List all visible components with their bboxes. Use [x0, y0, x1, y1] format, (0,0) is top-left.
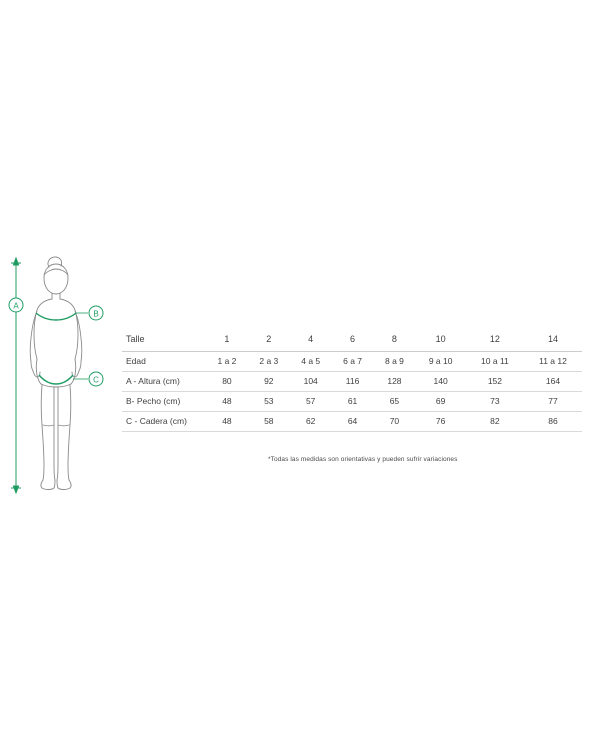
cell-edad-10: 9 a 10	[415, 352, 466, 372]
cell-pecho-4: 57	[290, 392, 332, 412]
size-table	[122, 330, 582, 432]
header-talle: Talle	[122, 330, 206, 352]
header-col-1: 1	[206, 330, 248, 352]
marker-c-circle	[89, 372, 103, 386]
marker-c-label: C	[93, 375, 99, 385]
cell-altura-12: 152	[466, 372, 524, 392]
cell-altura-10: 140	[415, 372, 466, 392]
cell-cadera-8: 70	[374, 412, 416, 432]
cell-cadera-4: 62	[290, 412, 332, 432]
cell-edad-8: 8 a 9	[374, 352, 416, 372]
header-col-6: 6	[332, 330, 374, 352]
cell-pecho-1: 48	[206, 392, 248, 412]
cell-altura-14: 164	[524, 372, 582, 392]
header-col-8: 8	[374, 330, 416, 352]
table-row	[122, 372, 582, 392]
cell-edad-14: 11 a 12	[524, 352, 582, 372]
cell-pecho-2: 53	[248, 392, 290, 412]
row-label-edad: Edad	[122, 352, 206, 372]
cell-cadera-6: 64	[332, 412, 374, 432]
cell-altura-4: 104	[290, 372, 332, 392]
marker-a-label: A	[13, 301, 19, 311]
cell-cadera-12: 82	[466, 412, 524, 432]
header-col-12: 12	[466, 330, 524, 352]
size-table-body	[122, 330, 582, 432]
cell-pecho-12: 73	[466, 392, 524, 412]
cell-pecho-10: 69	[415, 392, 466, 412]
cell-pecho-6: 61	[332, 392, 374, 412]
cell-cadera-2: 58	[248, 412, 290, 432]
table-header-row	[122, 330, 582, 352]
cell-altura-8: 128	[374, 372, 416, 392]
marker-b-circle	[89, 306, 103, 320]
hip-measure-line	[39, 375, 73, 384]
body-figure-diagram	[8, 245, 123, 505]
cell-pecho-14: 77	[524, 392, 582, 412]
cell-altura-6: 116	[332, 372, 374, 392]
figure-svg	[8, 245, 123, 505]
footnote-text: *Todas las medidas son orientativas y pueden sufrir variaciones	[268, 456, 458, 463]
cell-edad-2: 2 a 3	[248, 352, 290, 372]
size-table-wrapper	[122, 330, 582, 432]
header-col-2: 2	[248, 330, 290, 352]
cell-cadera-1: 48	[206, 412, 248, 432]
cell-altura-2: 92	[248, 372, 290, 392]
row-label-cadera: C - Cadera (cm)	[122, 412, 206, 432]
cell-edad-12: 10 a 11	[466, 352, 524, 372]
marker-b-label: B	[93, 309, 99, 319]
cell-altura-1: 80	[206, 372, 248, 392]
cell-cadera-14: 86	[524, 412, 582, 432]
table-row	[122, 392, 582, 412]
header-col-4: 4	[290, 330, 332, 352]
cell-pecho-8: 65	[374, 392, 416, 412]
row-label-altura: A - Altura (cm)	[122, 372, 206, 392]
cell-edad-6: 6 a 7	[332, 352, 374, 372]
cell-cadera-10: 76	[415, 412, 466, 432]
cell-edad-4: 4 a 5	[290, 352, 332, 372]
header-col-10: 10	[415, 330, 466, 352]
chest-measure-line	[36, 313, 76, 320]
marker-a-circle	[9, 298, 23, 312]
row-label-pecho: B- Pecho (cm)	[122, 392, 206, 412]
table-row	[122, 412, 582, 432]
table-row	[122, 352, 582, 372]
header-col-14: 14	[524, 330, 582, 352]
cell-edad-1: 1 a 2	[206, 352, 248, 372]
height-measure-line	[11, 258, 21, 493]
